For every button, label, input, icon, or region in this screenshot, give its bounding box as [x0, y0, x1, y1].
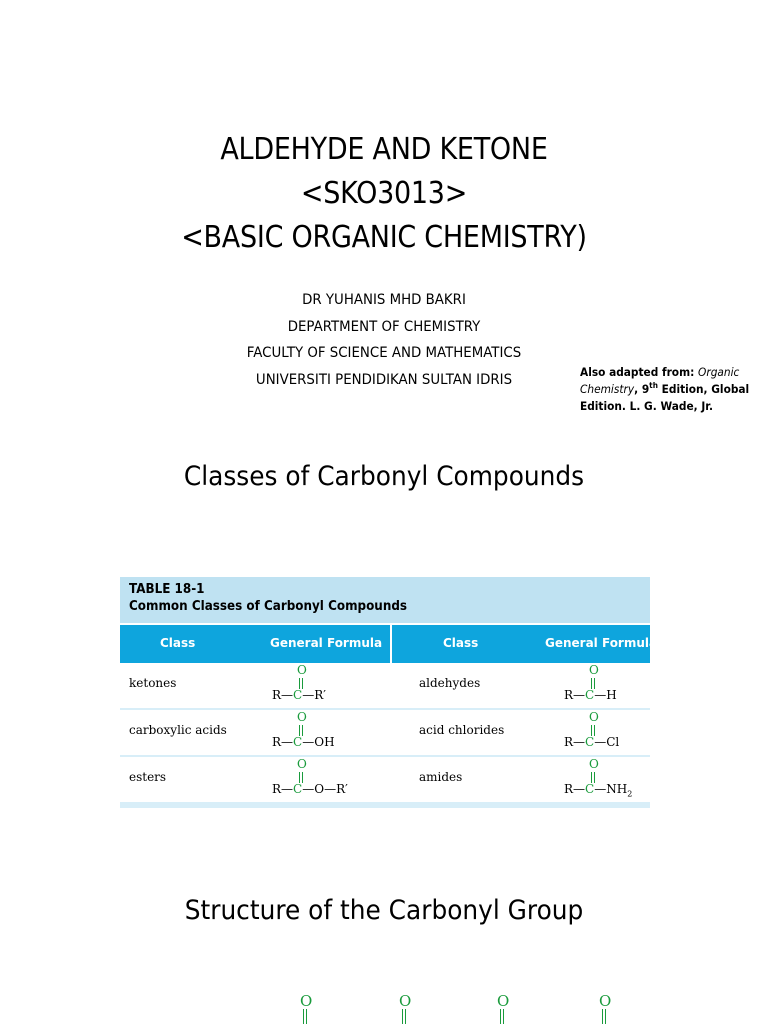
table-cell-left — [120, 710, 389, 755]
table-cell-right — [392, 663, 650, 708]
table-number: TABLE 18-1 — [129, 582, 205, 597]
author-department: DEPARTMENT OF CHEMISTRY — [287, 318, 481, 335]
carbonyl-carbon: C — [293, 688, 303, 702]
double-bond-icon — [402, 1009, 406, 1024]
carbonyl-oxygen: O — [300, 992, 313, 1010]
formula-prefix: R— — [564, 735, 586, 749]
carbonyl-classes-table — [120, 577, 658, 808]
carbonyl-oxygen: O — [589, 757, 599, 771]
table-caption-bar — [120, 577, 650, 623]
author-name: DR YUHANIS MHD BAKRI — [302, 292, 466, 308]
formula-suffix: —OH — [302, 735, 335, 749]
formula-subscript: 2 — [627, 789, 633, 799]
table-cell-left — [120, 663, 389, 708]
title-line-3: <BASIC ORGANIC CHEMISTRY) — [181, 220, 587, 255]
double-bond-icon — [602, 1009, 606, 1024]
document-title — [38, 128, 729, 260]
formula-suffix: —Cl — [594, 735, 620, 749]
column-header-formula-left: General Formula — [270, 636, 383, 650]
table-row — [120, 710, 650, 755]
carbonyl-carbon: C — [585, 782, 595, 796]
formula-suffix: —R′ — [302, 688, 326, 702]
section-heading-structure: Structure of the Carbonyl Group — [184, 895, 584, 926]
note-book-title: Organic Chemistry — [580, 365, 740, 396]
table-cell-right — [392, 710, 650, 755]
formula-suffix: —NH — [594, 782, 628, 796]
double-bond-icon — [500, 1009, 504, 1024]
carbonyl-carbon: C — [293, 782, 303, 796]
carbonyl-oxygen: O — [589, 710, 599, 724]
carbonyl-oxygen: O — [297, 757, 307, 771]
class-name: acid chlorides — [419, 723, 505, 737]
formula-prefix: R— — [272, 688, 294, 702]
table-cell-left — [120, 757, 389, 802]
carbonyl-carbon: C — [585, 735, 595, 749]
formula-suffix: —O—R′ — [302, 782, 348, 796]
carbonyl-carbon: C — [293, 735, 303, 749]
table-row — [120, 757, 650, 802]
title-line-1: ALDEHYDE AND KETONE — [220, 132, 548, 167]
author-university: UNIVERSITI PENDIDIKAN SULTAN IDRIS — [255, 371, 513, 388]
formula-prefix: R— — [564, 782, 586, 796]
carbonyl-oxygen: O — [599, 992, 612, 1010]
title-line-2: <SKO3013> — [300, 176, 468, 211]
section-heading-classes: Classes of Carbonyl Compounds — [183, 461, 585, 492]
class-name: esters — [129, 770, 167, 784]
table-body — [120, 663, 650, 808]
carbonyl-oxygen: O — [297, 710, 307, 724]
note-rest: Edition, Global Edition. L. G. Wade, Jr. — [580, 382, 750, 413]
carbonyl-oxygen: O — [399, 992, 412, 1010]
note-prefix: Also adapted from: — [580, 365, 699, 379]
table-caption: Common Classes of Carbonyl Compounds — [129, 599, 408, 614]
class-name: carboxylic acids — [129, 723, 227, 737]
class-name: amides — [419, 770, 463, 784]
author-faculty: FACULTY OF SCIENCE AND MATHEMATICS — [246, 345, 522, 361]
class-name: aldehydes — [419, 676, 481, 690]
attribution-note — [580, 364, 749, 415]
column-header-class-left: Class — [160, 636, 196, 650]
carbonyl-oxygen: O — [497, 992, 510, 1010]
note-edition-number: , 9 — [634, 382, 650, 396]
table-cell-right — [392, 757, 650, 802]
formula-prefix: R— — [272, 735, 294, 749]
column-header-formula-right: General Formula — [545, 636, 658, 650]
double-bond-icon — [303, 1009, 307, 1024]
formula-suffix: —H — [594, 688, 617, 702]
author-block — [206, 287, 563, 393]
carbonyl-oxygen: O — [297, 663, 307, 677]
column-divider — [390, 625, 392, 663]
note-edition-suffix: th — [649, 381, 658, 391]
class-name: ketones — [129, 676, 177, 690]
formula-prefix: R— — [272, 782, 294, 796]
formula-prefix: R— — [564, 688, 586, 702]
carbonyl-carbon: C — [585, 688, 595, 702]
carbonyl-oxygen: O — [589, 663, 599, 677]
table-header-row — [120, 625, 658, 663]
column-header-class-right: Class — [443, 636, 479, 650]
table-row — [120, 663, 650, 708]
